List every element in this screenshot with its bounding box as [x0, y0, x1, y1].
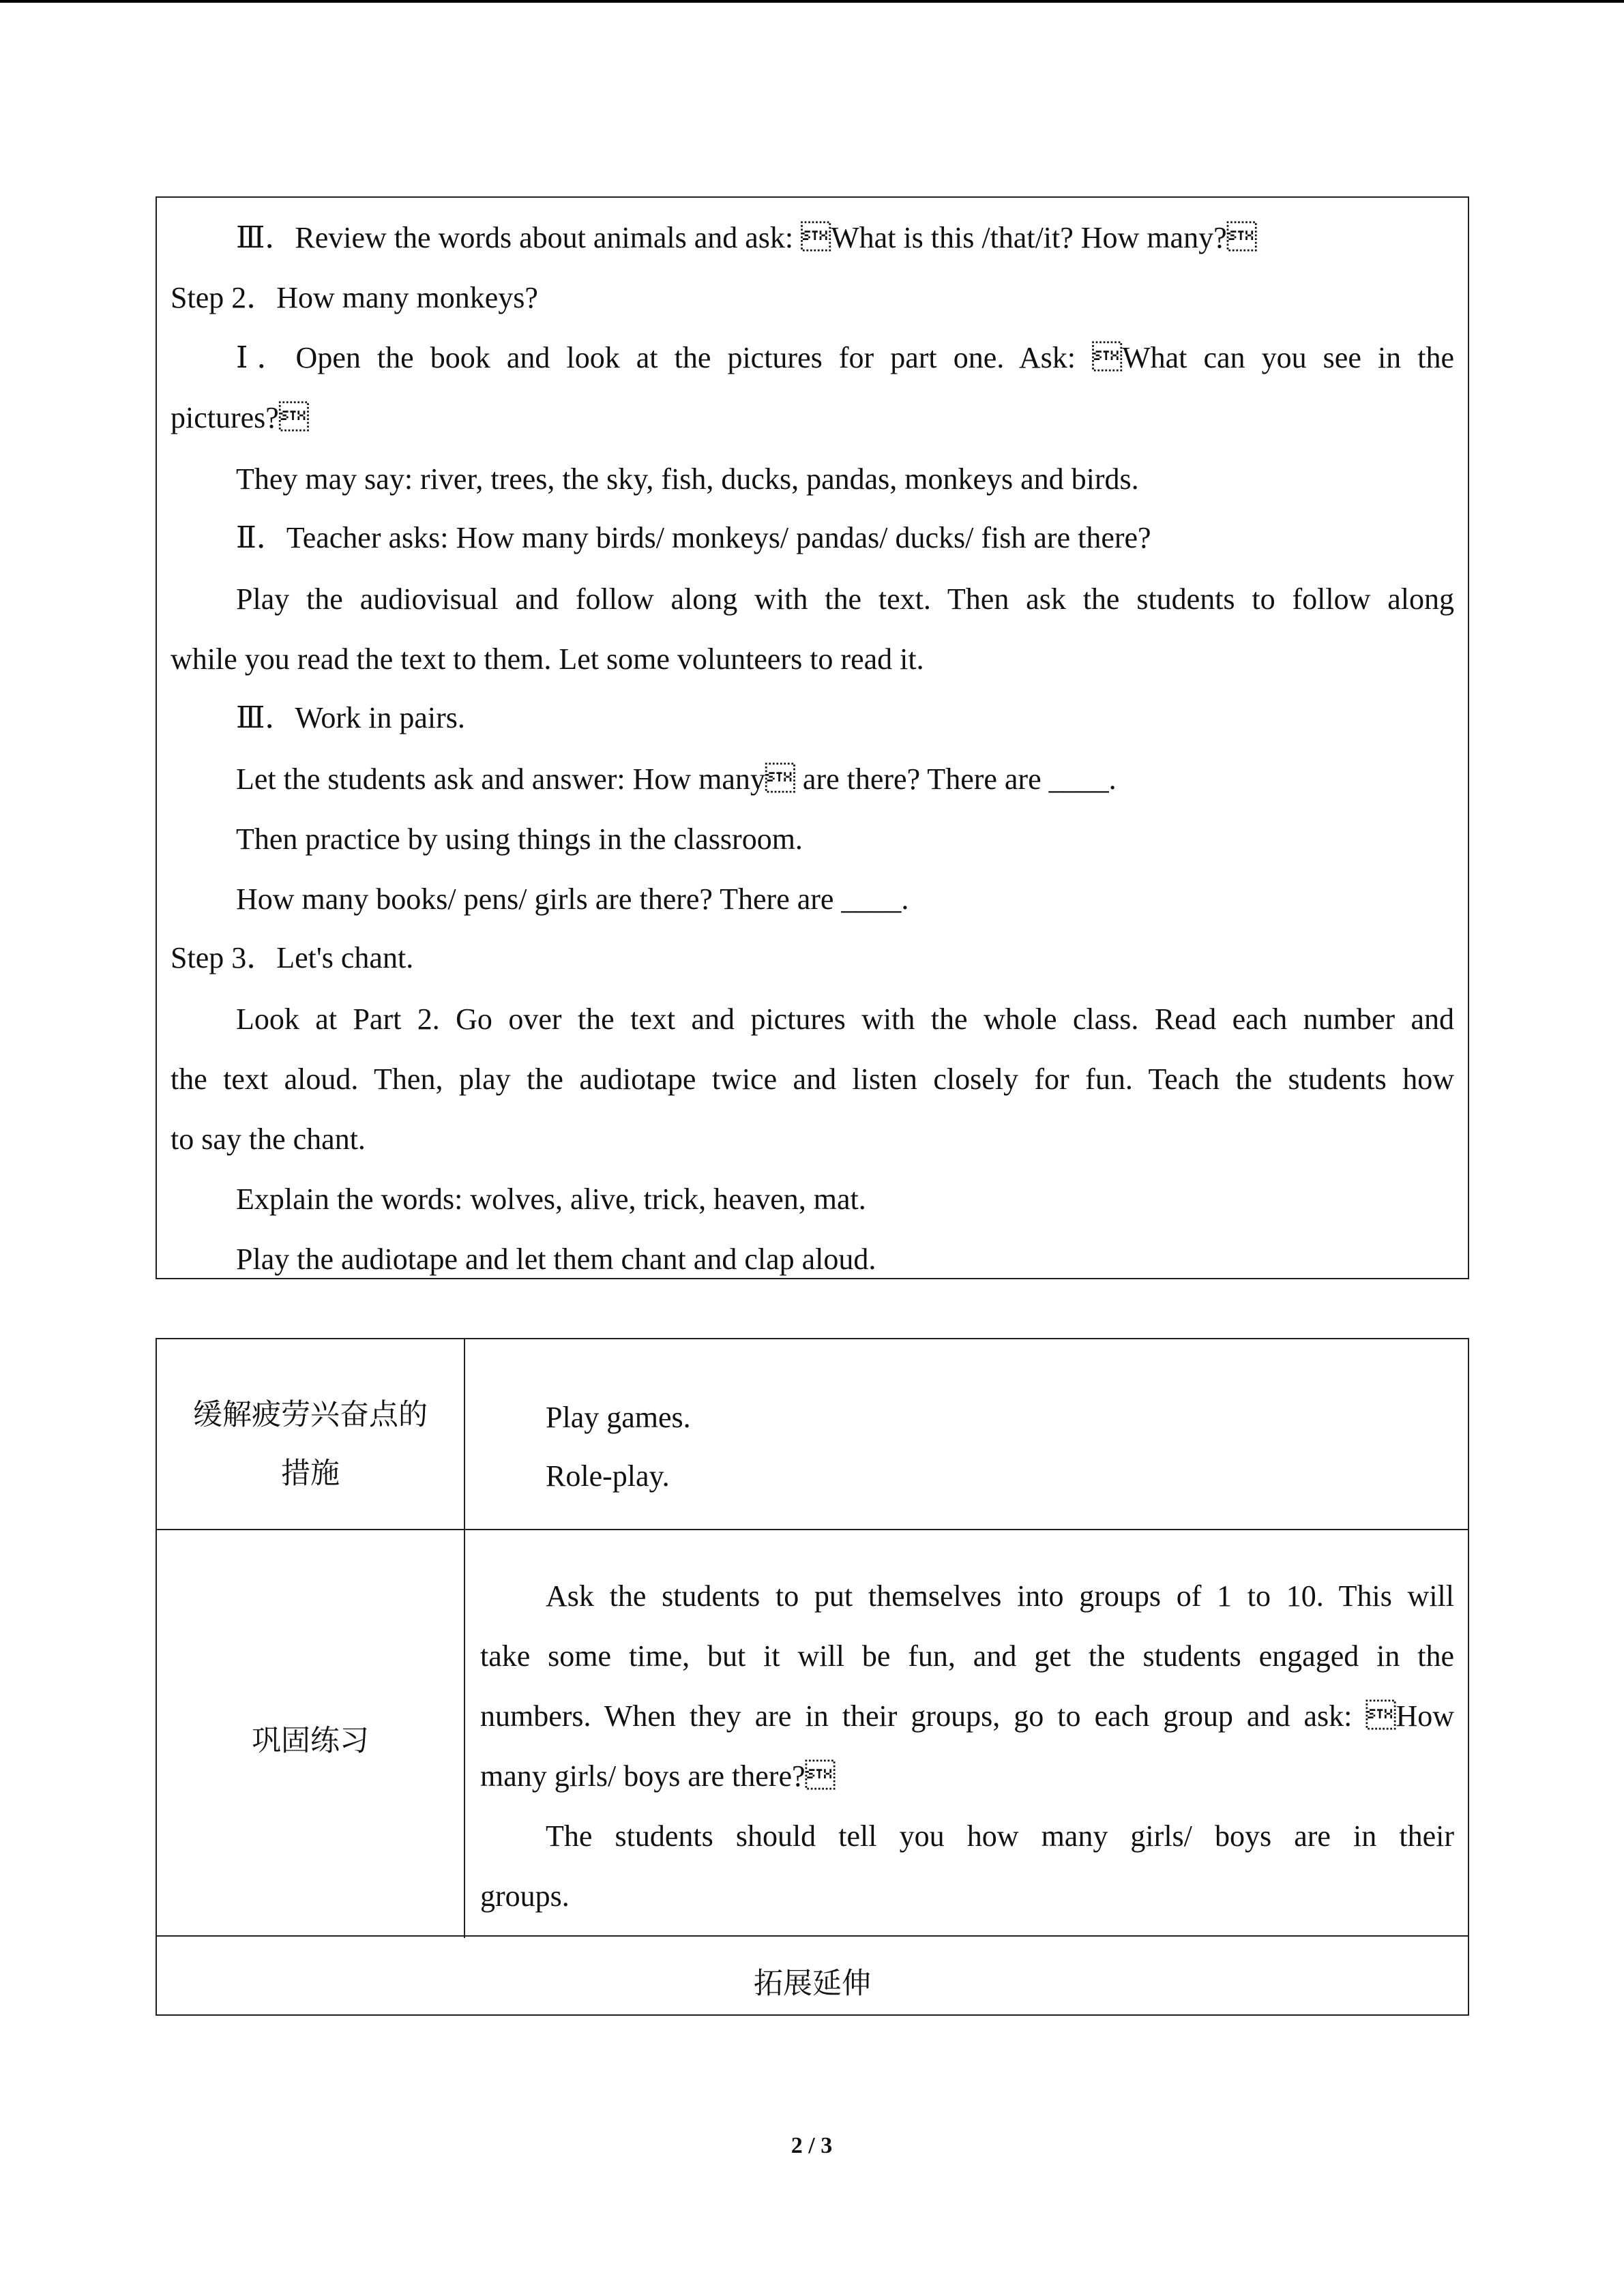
table-row-content: take some time, but it will be fun, and get the students engaged in the [480, 1639, 1454, 1673]
table-row-label: 拓展延伸 [754, 1967, 871, 2001]
table-row-content: Role-play. [546, 1459, 670, 1493]
lesson-line: to say the chant. [171, 1122, 366, 1156]
lesson-line: Ⅲ．Review the words about animals and ask: What is this /that/it? How many? [236, 221, 1257, 254]
table-row-content: The students should tell you how many girls/ boys are in their [546, 1819, 1454, 1853]
lesson-line: Step 2．How many monkeys? [171, 281, 538, 314]
table-row-content: groups. [480, 1879, 570, 1913]
lesson-line: They may say: river, trees, the sky, fish, ducks, pandas, monkeys and birds. [236, 462, 1139, 496]
lesson-line: Then practice by using things in the classroom. [236, 822, 803, 856]
lesson-line: Play the audiotape and let them chant and clap aloud. [236, 1242, 876, 1276]
lesson-line: Let the students ask and answer: How many are there? There are ____. [236, 762, 1117, 796]
lesson-line: How many books/ pens/ girls are there? There are ____. [236, 882, 909, 916]
lesson-line: Ⅰ．Open the book and look at the pictures for part one. Ask: What can you see in the [236, 341, 1454, 374]
table-row-divider [156, 1529, 1469, 1530]
lesson-line: Explain the words: wolves, alive, trick, heaven, mat. [236, 1182, 866, 1216]
lesson-line: while you read the text to them. Let some volunteers to read it. [171, 642, 924, 676]
lesson-line: the text aloud. Then, play the audiotape twice and listen closely for fun. Teach the students how [171, 1062, 1454, 1096]
lesson-line: Step 3．Let's chant. [171, 941, 414, 974]
activity-table [156, 1338, 1469, 2016]
table-row-content: numbers. When they are in their groups, go to each group and ask: How [480, 1699, 1454, 1733]
table-row-content: many girls/ boys are there? [480, 1759, 836, 1793]
table-row-label: 措施 [281, 1457, 340, 1491]
table-row-content: Ask the students to put themselves into groups of 1 to 10. This will [546, 1579, 1454, 1613]
table-row-label: 巩固练习 [252, 1724, 369, 1758]
lesson-line: pictures? [171, 401, 309, 434]
table-row-label: 缓解疲劳兴奋点的 [193, 1398, 428, 1432]
lesson-line: Ⅲ．Work in pairs. [236, 701, 465, 734]
table-row-divider [156, 1935, 1469, 1937]
lesson-line: Play the audiovisual and follow along with the text. Then ask the students to follow along [236, 582, 1454, 616]
page-number: 2 / 3 [791, 2133, 833, 2158]
lesson-line: Look at Part 2. Go over the text and pictures with the whole class. Read each number and [236, 1002, 1454, 1036]
page-top-rule [0, 0, 1624, 3]
table-row-content: Play games. [546, 1401, 691, 1434]
table-column-divider [464, 1338, 465, 1938]
lesson-line: Ⅱ．Teacher asks: How many birds/ monkeys/ pandas/ ducks/ fish are there? [236, 521, 1151, 554]
